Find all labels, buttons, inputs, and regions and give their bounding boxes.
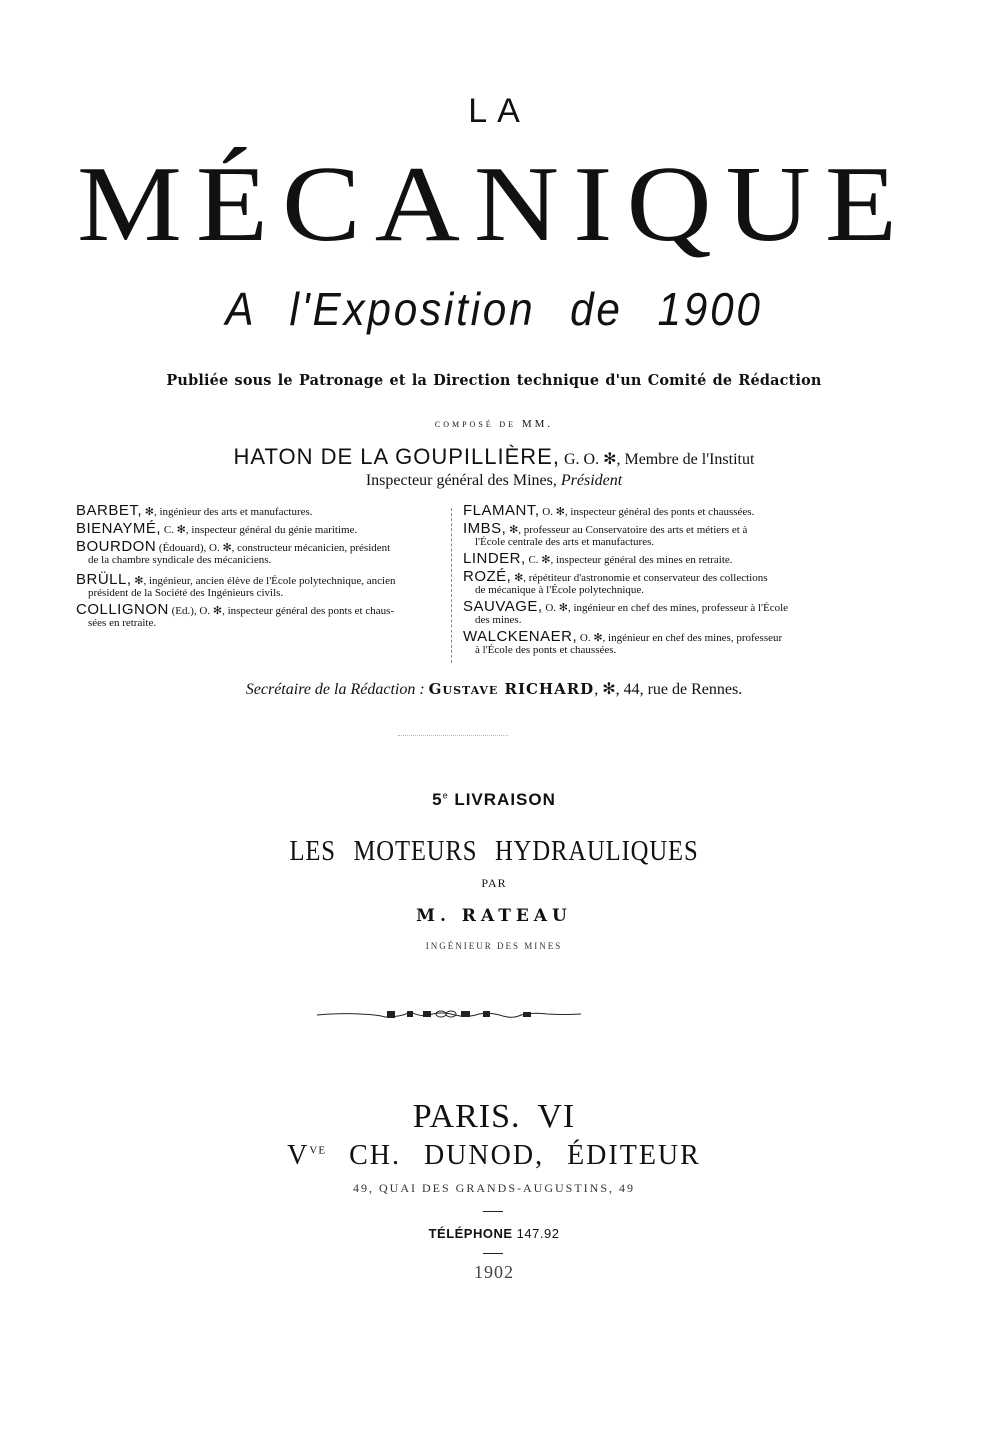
telephone-number: 147.92: [512, 1226, 560, 1241]
member-description: C. ✻, inspecteur général des mines en retraite.: [525, 554, 733, 566]
member-entry: [76, 520, 444, 537]
publication-year: 1902: [474, 1262, 514, 1282]
member-description-cont: à l'École des ponts et chaussées.: [475, 644, 617, 656]
publisher-city: PARIS. VI: [412, 1098, 576, 1135]
member-description-cont: l'École centrale des arts et manufactures.: [475, 536, 655, 548]
subtitle: A l'Exposition de 1900: [225, 283, 763, 335]
member-description-cont: de la chambre syndicale des mécaniciens.: [88, 554, 272, 566]
member-name: IMBS,: [463, 520, 507, 537]
secretary-name: Gustave RICHARD: [428, 680, 595, 698]
member-description-cont: des mines.: [475, 614, 522, 626]
publisher-address: 49, QUAI DES GRANDS-AUGUSTINS, 49: [352, 1181, 635, 1195]
member-description: C. ✻, inspecteur général du génie maritime.: [161, 524, 358, 536]
member-description: O. ✻, inspecteur général des ponts et chaussées.: [539, 506, 755, 518]
issue-number: [0, 790, 988, 810]
issue-number-value: 5: [432, 790, 443, 809]
member-name: ROZÉ,: [463, 568, 512, 585]
secretary-line: [0, 679, 988, 699]
member-name: BOURDON: [76, 538, 157, 555]
president-honors: G. O. ✻, Membre de l'Institut: [559, 451, 755, 468]
member-description: (Édouard), O. ✻, constructeur mécanicien, président: [156, 542, 391, 554]
member-description-cont: sées en retraite.: [88, 617, 157, 629]
telephone-label: TÉLÉPHONE: [428, 1226, 513, 1241]
main-title: MÉCANIQUE: [77, 143, 911, 265]
president-role-prefix: Inspecteur général des Mines,: [365, 472, 561, 489]
member-entry: [76, 571, 444, 599]
member-description: ✻, professeur au Conservatoire des arts et métiers et à: [506, 524, 748, 536]
president-name: HATON DE LA GOUPILLIÈRE,: [233, 444, 560, 469]
compose-label: composé de MM.: [434, 418, 554, 430]
member-name: LINDER,: [463, 550, 526, 567]
member-description-cont: président de la Société des Ingénieurs civils.: [88, 587, 284, 599]
member-entry: [76, 502, 444, 519]
member-entry: [463, 502, 833, 519]
member-name: BRÜLL,: [76, 571, 132, 588]
author-name: M. RATEAU: [416, 906, 572, 926]
secretary-label: Secrétaire de la Rédaction :: [245, 681, 429, 698]
member-name: FLAMANT,: [463, 502, 540, 519]
author-title: INGÉNIEUR DES MINES: [425, 941, 563, 951]
committee-members-right: [463, 502, 833, 661]
president-role-title: Président: [560, 472, 623, 489]
member-description: ✻, répétiteur d'astronomie et conservateur des collections: [511, 572, 768, 584]
member-name: BIENAYMÉ,: [76, 520, 162, 537]
committee-members-left: [76, 502, 444, 634]
dotted-rule: [398, 735, 508, 736]
publisher-name: [0, 1140, 988, 1172]
member-entry: [76, 538, 444, 566]
short-rule: [483, 1211, 503, 1212]
member-description-cont: de mécanique à l'École polytechnique.: [475, 584, 645, 596]
secretary-address: , ✻, 44, rue de Rennes.: [594, 681, 743, 698]
president-role: [0, 472, 988, 490]
publisher-name-text: CH. DUNOD, ÉDITEUR: [326, 1140, 701, 1171]
publisher-prefix-sup: VE: [309, 1144, 327, 1157]
member-name: COLLIGNON: [76, 601, 169, 618]
member-description: O. ✻, ingénieur en chef des mines, professeur à l'École: [542, 602, 789, 614]
member-entry: [463, 628, 833, 656]
member-entry: [76, 601, 444, 629]
ornament-divider-icon: [315, 1003, 583, 1023]
member-description: O. ✻, ingénieur en chef des mines, professeur: [577, 632, 783, 644]
member-entry: [463, 520, 833, 548]
column-divider: [451, 508, 452, 663]
issue-title: LES MOTEURS HYDRAULIQUES: [289, 836, 699, 867]
member-entry: [463, 550, 833, 567]
member-name: SAUVAGE,: [463, 598, 543, 615]
issue-number-sup: e: [442, 790, 449, 801]
committee-intro: Publiée sous le Patronage et la Direction technique d'un Comité de Rédaction: [166, 371, 822, 389]
president-line: [0, 444, 988, 470]
publisher-prefix: V: [287, 1140, 310, 1171]
by-label: PAR: [481, 876, 507, 890]
telephone-line: [0, 1226, 988, 1241]
member-name: BARBET,: [76, 502, 143, 519]
member-description: ✻, ingénieur des arts et manufactures.: [142, 506, 313, 518]
member-description: ✻, ingénieur, ancien élève de l'École polytechnique, ancien: [131, 575, 396, 587]
member-entry: [463, 598, 833, 626]
member-name: WALCKENAER,: [463, 628, 578, 645]
title-la: LA: [468, 92, 530, 130]
member-description: (Ed.), O. ✻, inspecteur général des ponts et chaus-: [168, 605, 395, 617]
short-rule: [483, 1253, 503, 1254]
member-entry: [463, 568, 833, 596]
issue-livraison-label: LIVRAISON: [448, 790, 556, 809]
